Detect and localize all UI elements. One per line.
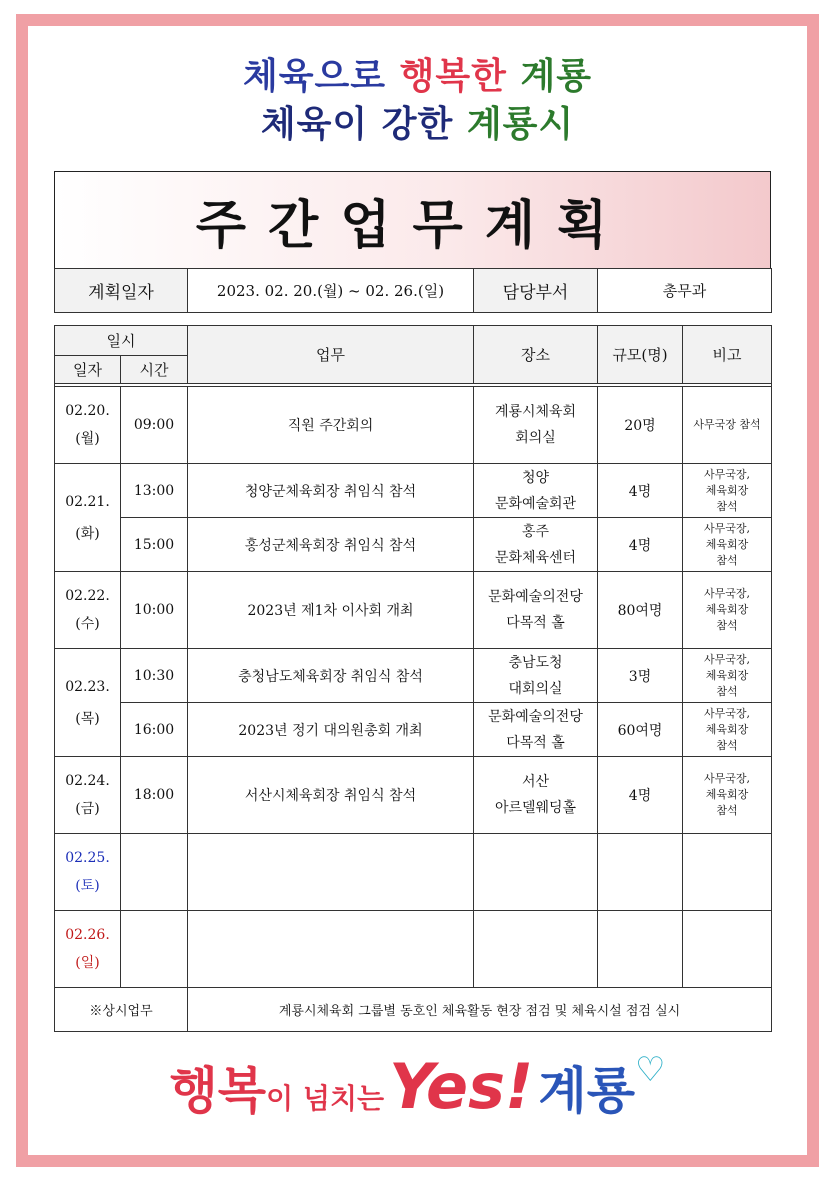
place-cell [474, 757, 598, 834]
time-cell: 10:30 [121, 649, 188, 703]
place-line: 회의실 [515, 430, 556, 446]
slogan-word: 계룡시 [466, 104, 575, 145]
task-cell [188, 911, 474, 988]
place-cell [474, 834, 598, 911]
plan-date-label: 계획일자 [55, 269, 188, 313]
note-cell [683, 649, 772, 703]
time-cell: 18:00 [121, 757, 188, 834]
place-line: 문화체육센터 [494, 549, 577, 566]
task-cell: 직원 주간회의 [188, 387, 474, 464]
day-text: (월) [75, 431, 100, 447]
note-line: 사무국장, [704, 706, 751, 720]
time-cell: 10:00 [121, 572, 188, 649]
place-line: 대회의실 [508, 680, 563, 697]
slogan-word: 체육이 [260, 104, 369, 145]
time-cell [121, 911, 188, 988]
date-text: 02.25. [65, 850, 110, 866]
bottom-slogan-part: 계룡 [538, 1062, 635, 1120]
table-row [55, 911, 772, 988]
place-cell [474, 649, 598, 703]
place-line: 문화예술회관 [494, 495, 577, 512]
task-cell: 충청남도체육회장 취임식 참석 [188, 649, 474, 703]
task-cell: 2023년 제1차 이사회 개최 [188, 572, 474, 649]
bottom-slogan-part: Yes! [389, 1050, 534, 1123]
note-line: 사무국장, [704, 587, 751, 600]
place-line: 다목적 홀 [506, 734, 565, 751]
schedule-table [54, 325, 772, 1032]
slogan-word: 계룡 [520, 56, 593, 97]
day-text: (일) [75, 955, 100, 971]
date-cell [55, 464, 121, 572]
task-cell [188, 834, 474, 911]
table-row [55, 834, 772, 911]
place-cell [474, 572, 598, 649]
routine-row [55, 988, 772, 1032]
scale-cell: 4명 [598, 464, 683, 518]
title-box [54, 171, 771, 269]
slogan-line-2 [0, 96, 835, 147]
header-scale: 규모(명) [598, 326, 683, 384]
table-row [55, 464, 772, 518]
place-cell [474, 518, 598, 572]
table-row [55, 572, 772, 649]
note-cell [683, 572, 772, 649]
slogan-word: 강한 [381, 104, 454, 145]
task-cell: 홍성군체육회장 취임식 참석 [188, 518, 474, 572]
time-cell [121, 834, 188, 911]
day-text: (화) [75, 525, 100, 542]
date-cell [55, 649, 121, 757]
info-table [54, 268, 772, 313]
note-line: 사무국장, [704, 652, 751, 666]
note-line: 체육회장 [705, 537, 749, 551]
heart-icon: ♡ [635, 1050, 666, 1090]
bottom-slogan [0, 1050, 835, 1123]
task-cell: 서산시체육회장 취임식 참석 [188, 757, 474, 834]
day-text: (토) [75, 878, 100, 894]
note-line: 참석 [716, 738, 738, 752]
place-line: 계룡시체육회 [494, 404, 577, 420]
scale-cell [598, 911, 683, 988]
time-cell: 16:00 [121, 703, 188, 757]
place-cell [474, 387, 598, 464]
scale-cell: 3명 [598, 649, 683, 703]
place-line: 문화예술의전당 [488, 589, 583, 605]
note-line: 참석 [716, 804, 738, 817]
day-text: (수) [75, 616, 100, 632]
place-cell [474, 703, 598, 757]
place-line: 아르델웨딩홀 [494, 800, 577, 816]
time-cell: 15:00 [121, 518, 188, 572]
plan-date-value: 2023. 02. 20.(월) ~ 02. 26.(일) [188, 269, 474, 313]
day-text: (목) [75, 710, 100, 727]
scale-cell: 20명 [598, 387, 683, 464]
routine-value: 계룡시체육회 그룹별 동호인 체육활동 현장 점검 및 체육시설 점검 실시 [188, 988, 772, 1032]
note-cell [683, 518, 772, 572]
table-row [55, 757, 772, 834]
note-line: 참석 [716, 684, 738, 698]
note-line: 체육회장 [705, 483, 749, 497]
date-cell [55, 757, 121, 834]
task-cell: 2023년 정기 대의원총회 개최 [188, 703, 474, 757]
table-row [55, 649, 772, 703]
slogan-word: 행복한 [399, 56, 507, 97]
table-row [55, 703, 772, 757]
date-text: 02.24. [65, 773, 110, 789]
scale-cell: 80여명 [598, 572, 683, 649]
dept-label: 담당부서 [474, 269, 598, 313]
task-cell: 청양군체육회장 취임식 참석 [188, 464, 474, 518]
place-line: 다목적 홀 [506, 615, 565, 631]
note-line: 체육회장 [705, 788, 749, 801]
time-cell: 09:00 [121, 387, 188, 464]
bottom-slogan-part: 행복 [169, 1062, 267, 1120]
note-line: 참석 [716, 499, 738, 513]
slogan-line-1 [0, 48, 835, 99]
place-line: 문화예술의전당 [488, 708, 583, 725]
scale-cell: 4명 [598, 518, 683, 572]
note-cell [683, 834, 772, 911]
bottom-slogan-part: 이 넘치는 [266, 1082, 385, 1115]
note-line: 체육회장 [705, 668, 749, 682]
routine-label: ※상시업무 [55, 988, 188, 1032]
table-row [55, 518, 772, 572]
place-line: 충남도청 [508, 654, 563, 671]
slogan-word: 체육으로 [242, 56, 387, 97]
note-line: 체육회장 [705, 603, 749, 616]
place-line: 홍주 [521, 523, 550, 540]
note-line: 사무국장, [704, 521, 751, 535]
note-line: 사무국장, [704, 772, 751, 785]
header-time: 시간 [121, 356, 188, 384]
day-text: (금) [75, 801, 100, 817]
date-cell [55, 387, 121, 464]
table-row [55, 387, 772, 464]
date-text: 02.22. [65, 588, 110, 604]
place-line: 서산 [521, 774, 550, 790]
note-cell [683, 464, 772, 518]
note-cell [683, 703, 772, 757]
scale-cell [598, 834, 683, 911]
header-datetime: 일시 [55, 326, 188, 356]
note-line: 체육회장 [705, 722, 749, 736]
scale-cell: 60여명 [598, 703, 683, 757]
date-text: 02.23. [65, 678, 110, 695]
header-place: 장소 [474, 326, 598, 384]
time-cell: 13:00 [121, 464, 188, 518]
note-cell [683, 911, 772, 988]
date-text: 02.20. [65, 403, 110, 419]
page-title: 주간업무계획 [195, 195, 630, 256]
note-cell: 사무국장 참석 [683, 387, 772, 464]
place-cell [474, 911, 598, 988]
note-cell [683, 757, 772, 834]
scale-cell: 4명 [598, 757, 683, 834]
header-note: 비고 [683, 326, 772, 384]
header-date: 일자 [55, 356, 121, 384]
date-cell [55, 911, 121, 988]
place-line: 청양 [521, 469, 550, 486]
date-cell [55, 834, 121, 911]
date-cell [55, 572, 121, 649]
date-text: 02.21. [65, 493, 110, 510]
header-task: 업무 [188, 326, 474, 384]
note-line: 참석 [716, 553, 738, 567]
date-text: 02.26. [65, 927, 110, 943]
place-cell [474, 464, 598, 518]
dept-value: 총무과 [598, 269, 772, 313]
note-line: 사무국장, [704, 467, 751, 481]
note-line: 참석 [716, 619, 738, 632]
